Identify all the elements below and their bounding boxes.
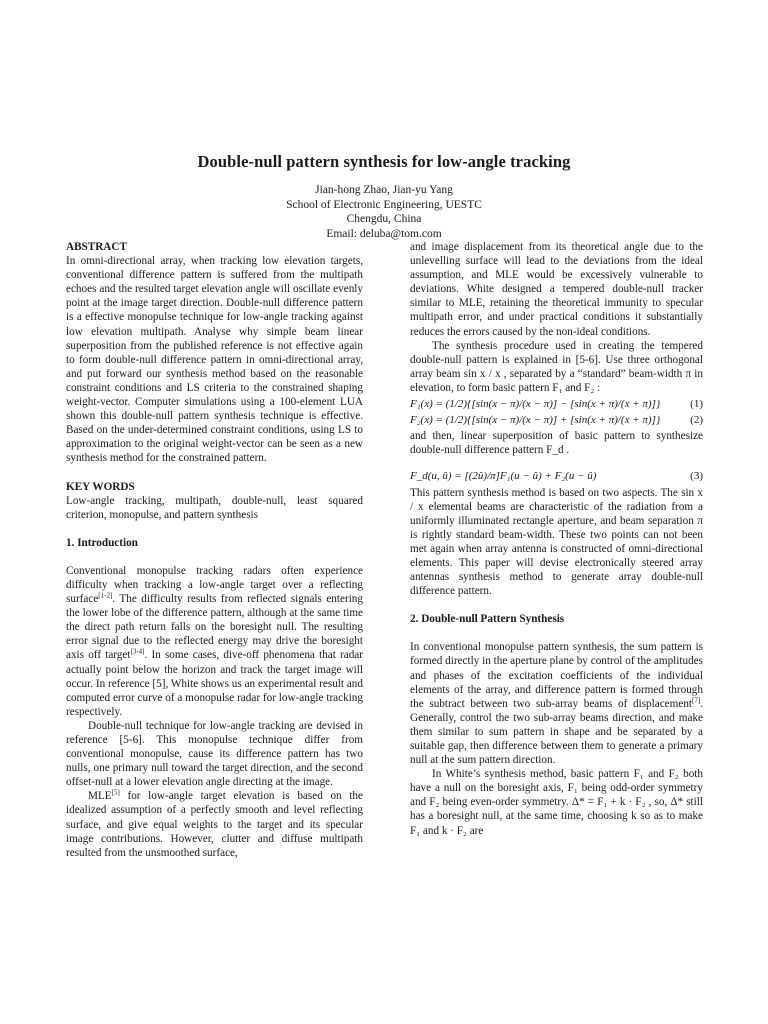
intro-paragraph-1: Conventional monopulse tracking radars often experience difficulty when tracking a low-angle target over a reflecting surface[1-2]. The difficulty results from reflected signals entering the lower lobe of the difference pattern, although at the same time the direct path return falls on the boresight null. The resulting error signal due to the reflected energy may drive the boresight axis off target[3-4]. In some cases, dive-off phenomena that radar actually point below the horizon and track the target image will occur. In reference [5], White shows us an experimental result and computed error curve of a monopulse radar for low-angle tracking respectively. <box>66 564 363 718</box>
right-paragraph-2: The synthesis procedure used in creating the tempered double-null pattern is explained in [5-6]. Use three orthogonal array beam sin x / x , separated by a “standard” beam-width π in elevation, to form basic pattern F₁ and F₂ : <box>410 339 703 394</box>
author-email: Email: deluba@tom.com <box>326 227 442 240</box>
section-2-heading: 2. Double-null Pattern Synthesis <box>410 613 565 626</box>
right-paragraph-4: This pattern synthesis method is based on two aspects. The sin x / x elemental beams are characteristic of the radiation from a uniformly illuminated rectangle aperture, and beam separation π is rightly standard beam-width. These two points can not been met again when array antenna is constructed of omni-directional elements. This paper will devise electronically steered array antennas synthesis method to generate array double-null difference pattern. <box>410 486 703 598</box>
author-location: Chengdu, China <box>346 213 422 226</box>
right-paragraph-5: In conventional monopulse pattern synthesis, the sum pattern is formed directly in the aperture plane by control of the amplitudes and phases of the excitation coefficients of the individual elements of the array, and difference pattern is formed through the subtract between two sub-array beams of displacement[7]. Generally, control the two sub-array beams direction, and make them similar to sum pattern in shape and be separated by a suitable gap, then difference between them to generate a primary null at the sum pattern direction. <box>410 641 703 767</box>
equation-1: F₁(x) = (1/2){[sin(x − π)/(x − π)] − [sin(x + π)/(x + π)]} (1) <box>410 398 703 411</box>
right-paragraph-3: and then, linear superposition of basic pattern to synthesize double-null difference pattern F_d . <box>410 430 703 457</box>
equation-2: F₂(x) = (1/2){[sin(x − π)/(x − π)] + [sin(x + π)/(x + π)]} (2) <box>410 414 703 427</box>
author-affiliation: School of Electronic Engineering, UESTC <box>286 198 482 211</box>
abstract-heading: ABSTRACT <box>66 241 127 253</box>
equation-3-number: (3) <box>690 470 703 483</box>
left-column <box>66 240 363 860</box>
author-block <box>0 183 768 241</box>
intro-paragraph-2: Double-null technique for low-angle tracking are devised in reference [5-6]. This monopulse technique differ from conventional monopulse, cause its difference pattern has two nulls, one primary null toward the target direction, and the second offset-null at a lower elevation angle directing at the image. <box>66 719 363 789</box>
author-names: Jian-hong Zhao, Jian-yu Yang <box>315 184 453 196</box>
section-1-heading: 1. Introduction <box>66 536 138 549</box>
right-column <box>410 240 703 838</box>
equation-1-number: (1) <box>690 398 703 411</box>
right-paragraph-6: In White’s synthesis method, basic pattern F₁ and F₂ both have a null on the boresight axis, F₁ being odd-order symmetry and F₂ being even-order symmetry. Δ* = F₁ + k · F₂ , so, Δ* still has a boresight null, at the same time, choosing k so as to make F₁ and k · F₂ are <box>410 768 703 837</box>
keywords-heading: KEY WORDS <box>66 480 135 493</box>
abstract-text: In omni-directional array, when tracking low elevation targets, conventional difference pattern is suffered from the multipath echoes and the resulted target elevation angle will oscillate evenly point at the image target direction. Double-null difference pattern is a effective monopulse technique for low-angle tracking against low elevation multipath. Analyse why simple beam linear superposition from the published reference is not effective again to form double-null difference pattern in omni-directional array, and put forward our synthesis method based on the reasonable constraint conditions and LS criteria to the constrained shaping weight-vector. Computer simulations using a 100-element LUA shown this double-null pattern synthesis technique is effective. Based on the under-determined constraint conditions, using LS to approximation to the original weight-vector can be seen as a new synthesis method for the constrained pattern. <box>66 255 363 465</box>
right-paragraph-1: and image displacement from its theoretical angle due to the unlevelling surface will lead to the deviations from the ideal assumption, and MLE would be excessively vulnerable to deviations. White designed a tempered double-null tracker similar to MLE, retaining the theoretical immunity to specular multipath error, and under practical conditions it substantially reduces the errors caused by the non-ideal conditions. <box>410 241 703 338</box>
paper-title: Double-null pattern synthesis for low-angle tracking <box>197 152 571 171</box>
intro-paragraph-3: MLE[5] for low-angle target elevation is based on the idealized assumption of a perfectly smooth and level reflecting surface, and give equal weights to the target and its specular image contributions. However, clutter and diffuse multipath resulted from the unsmoothed surface, <box>66 788 363 859</box>
equation-3: F_d(u, û) = [(2û)/π]F₁(u − û) + F₂(u − û) (3) <box>410 470 703 483</box>
equation-2-number: (2) <box>690 414 703 427</box>
keywords-text: Low-angle tracking, multipath, double-null, least squared criterion, monopulse, and pattern synthesis <box>66 494 363 521</box>
